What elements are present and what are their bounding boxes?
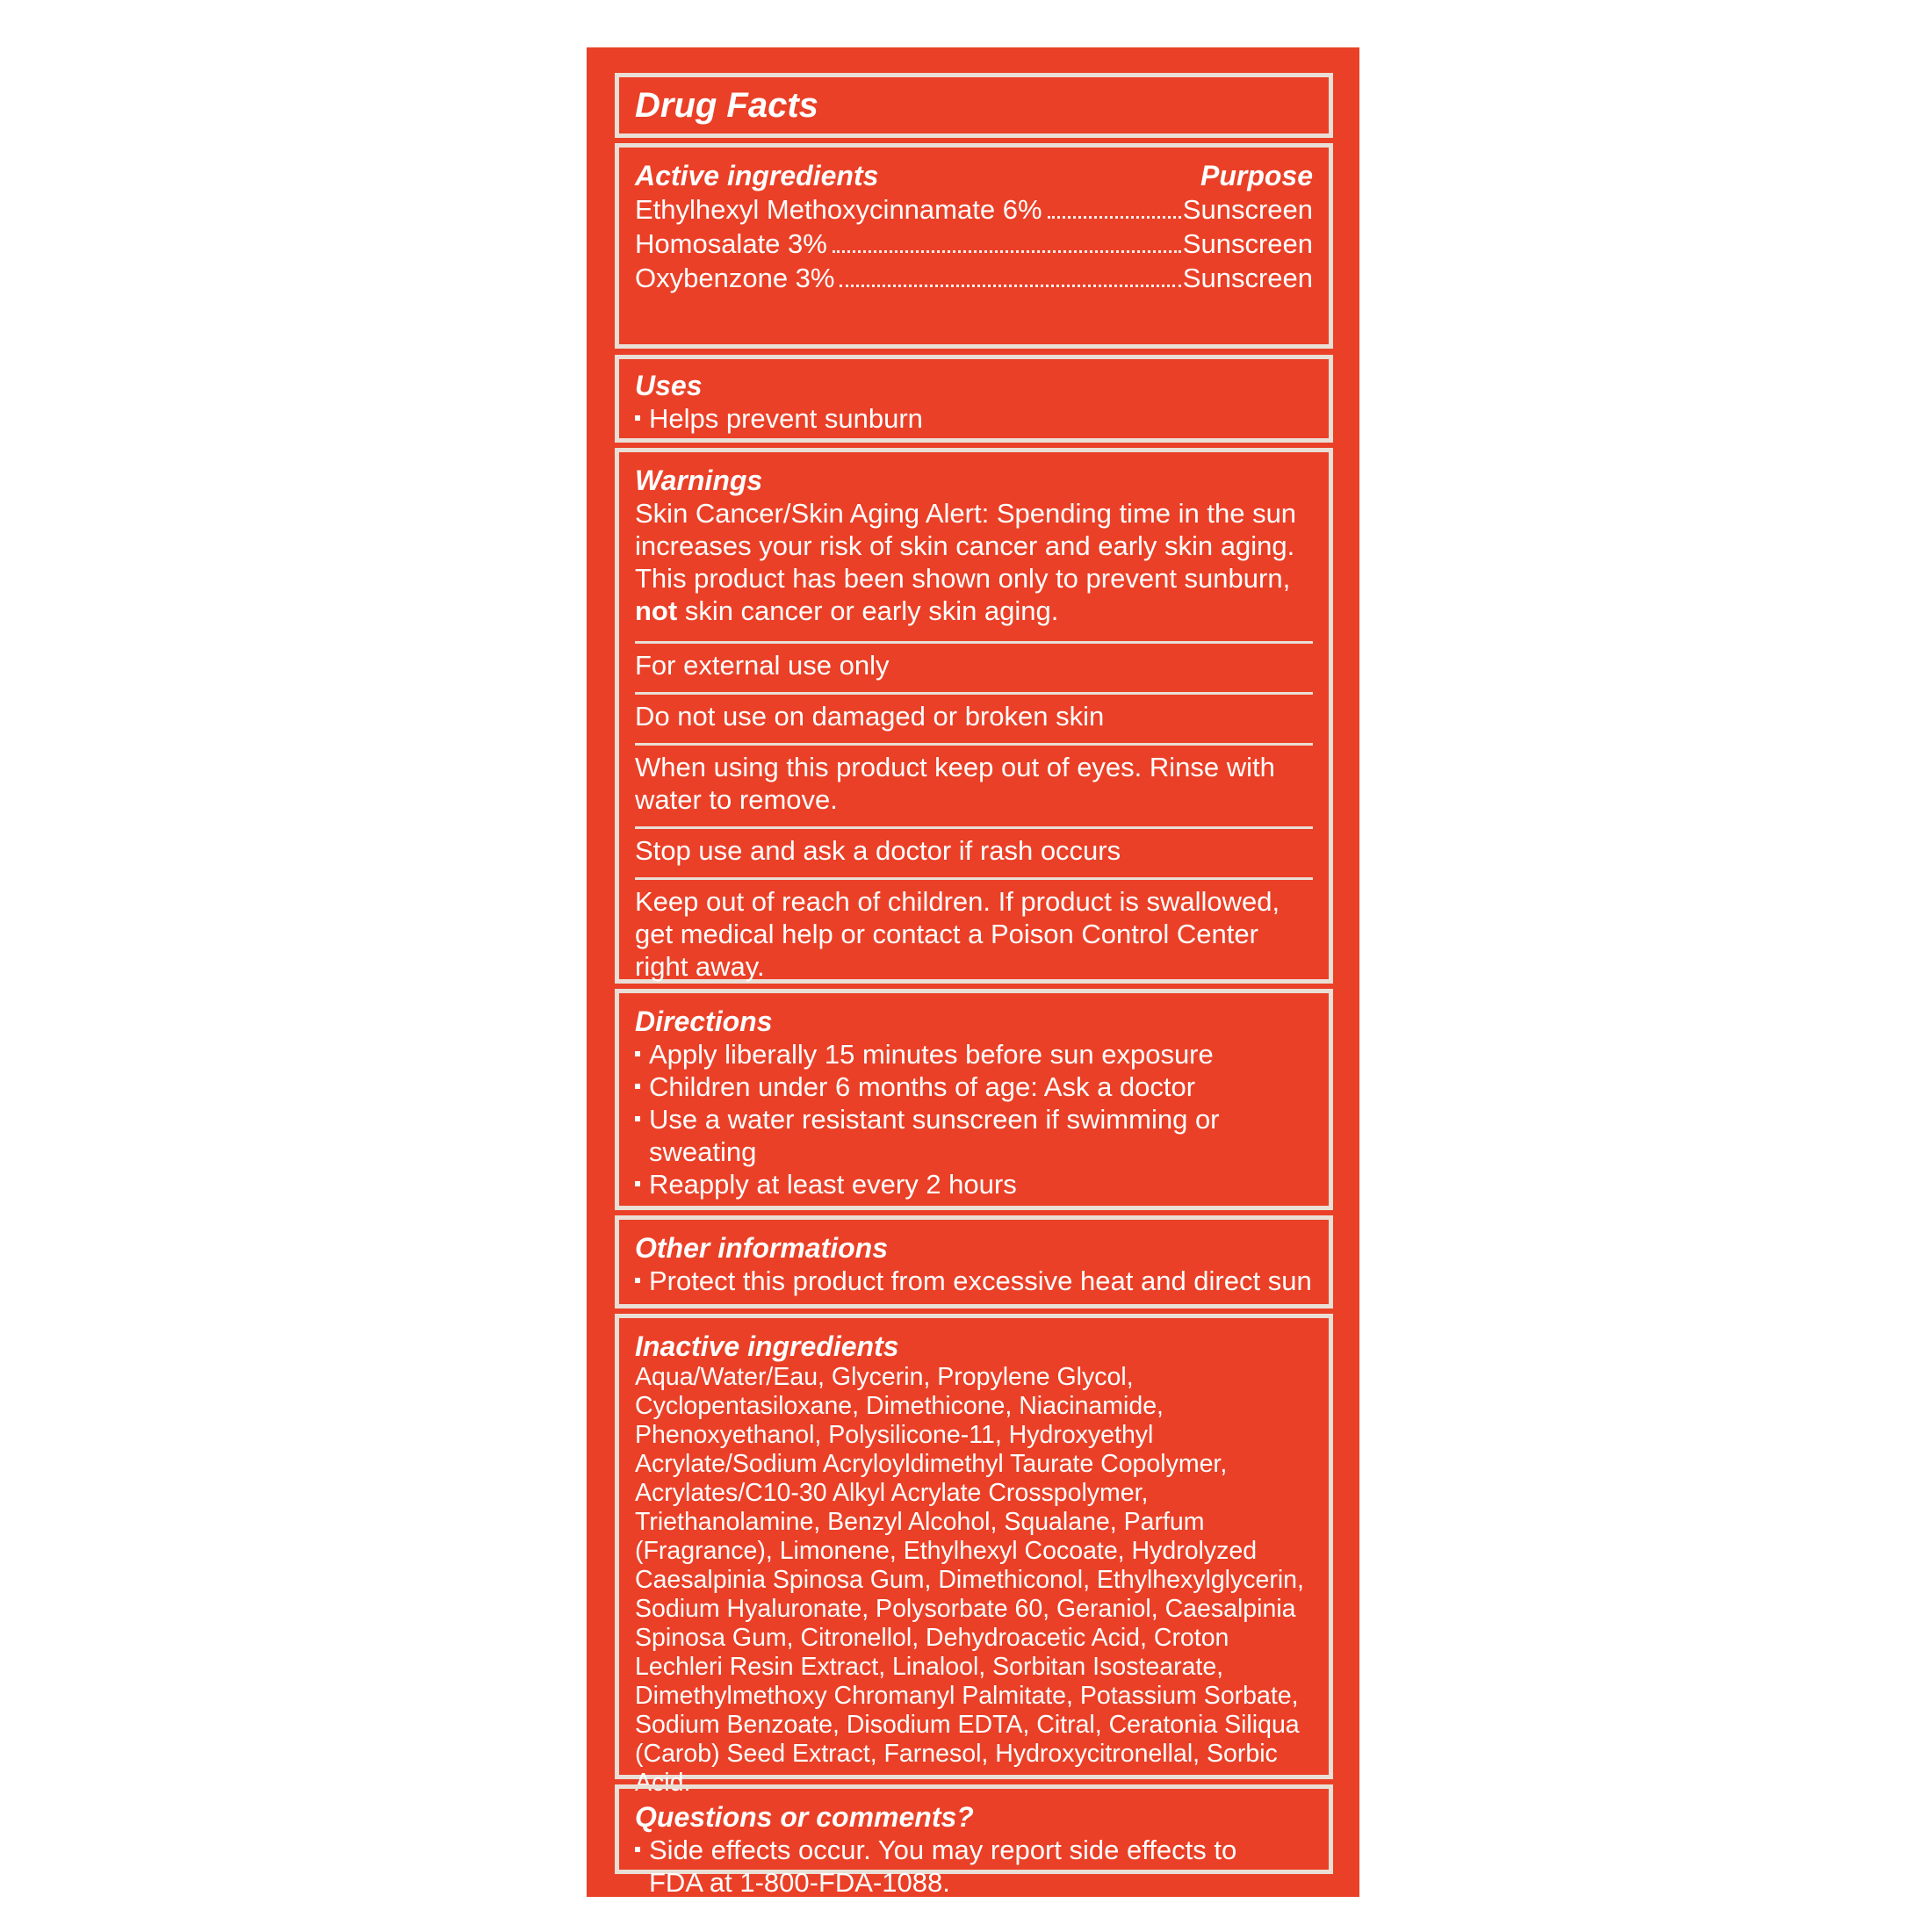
active-name: Homosalate 3% (635, 228, 827, 259)
active-row (635, 261, 1313, 295)
uses-heading: Uses (635, 370, 703, 401)
purpose-heading: Purpose (1200, 160, 1313, 191)
when-using-warning: When using this product keep out of eyes. Rinse with water to remove. (635, 743, 1313, 818)
questions-heading: Questions or comments? (635, 1801, 974, 1833)
questions-item: Side effects occur. You may report side effects to FDA at 1-800-FDA-1088. (635, 1834, 1313, 1899)
dot-leader (833, 250, 1181, 253)
active-name: Ethylhexyl Methoxycinnamate 6% (635, 194, 1042, 225)
active-name: Oxybenzone 3% (635, 263, 835, 293)
questions-section (615, 1784, 1333, 1898)
keep-out-warning: Keep out of reach of children. If product is swallowed, get medical help or contact a Poison Control Center right away. (635, 877, 1313, 984)
active-ingredients-heading: Active ingredients (635, 160, 879, 191)
inactive-ingredients-section (615, 1314, 1333, 1797)
other-information-heading: Other informations (635, 1232, 889, 1264)
directions-item: Children under 6 months of age: Ask a doctor (635, 1071, 1313, 1103)
inactive-ingredients-text: Aqua/Water/Eau, Glycerin, Propylene Glycol, Cyclopentasiloxane, Dimethicone, Niacinamide, Phenoxyethanol, Polysilicone-11, Hydroxyethyl Acrylate/Sodium Acryloyldimethyl Taurate Copolymer, Acrylates/C10-30 Alkyl Acrylate Crosspolymer, Triethanolamine, Benzyl Alcohol, Squalane, Parfum (Fragrance), Limonene, Ethylhexyl Cocoate, Hydrolyzed Caesalpinia Spinosa Gum, Dimethiconol, Ethylhexylglycerin, Sodium Hyaluronate, Polysorbate 60, Geraniol, Caesalpinia Spinosa Gum, Citronellol, Dehydroacetic Acid, Croton Lechleri Resin Extract, Linalool, Sorbitan Isostearate, Dimethylmethoxy Chromanyl Palmitate, Potassium Sorbate, Sodium Benzoate, Disodium EDTA, Citral, Ceratonia Siliqua (Carob) Seed Extract, Farnesol, Hydroxycitronellal, Sorbic Acid. (635, 1363, 1304, 1797)
directions-heading: Directions (635, 1006, 773, 1037)
warnings-section (615, 448, 1333, 984)
directions-section (615, 989, 1333, 1210)
uses-item: Helps prevent sunburn (635, 402, 1313, 435)
directions-item: Use a water resistant sunscreen if swimming or sweating (635, 1103, 1313, 1168)
drug-facts-panel (587, 47, 1359, 1897)
active-purpose: Sunscreen (1182, 194, 1313, 225)
stop-use-warning: Stop use and ask a doctor if rash occurs (635, 826, 1313, 869)
other-information-item: Protect this product from excessive heat and direct sun (635, 1265, 1313, 1297)
inactive-ingredients-heading: Inactive ingredients (635, 1330, 899, 1362)
warnings-heading: Warnings (635, 465, 763, 496)
active-row (635, 192, 1313, 227)
alert-text-end: skin cancer or early skin aging. (677, 595, 1059, 626)
skin-cancer-alert (635, 497, 1313, 632)
dot-leader (840, 285, 1180, 287)
alert-emphasis: not (635, 595, 678, 626)
active-row (635, 227, 1313, 261)
drug-facts-title: Drug Facts (635, 86, 818, 125)
active-header-row (635, 160, 1313, 192)
directions-item: Apply liberally 15 minutes before sun exposure (635, 1038, 1313, 1071)
directions-item: Reapply at least every 2 hours (635, 1168, 1313, 1200)
active-purpose: Sunscreen (1182, 263, 1313, 293)
active-purpose: Sunscreen (1182, 228, 1313, 259)
title-box (615, 73, 1333, 138)
dot-leader (1048, 216, 1181, 219)
uses-section (615, 355, 1333, 443)
alert-text: Skin Cancer/Skin Aging Alert: Spending time in the sun increases your risk of skin cancer and early skin aging. This product has been shown only to prevent sunburn, (635, 498, 1297, 594)
other-information-section (615, 1215, 1333, 1308)
external-use-warning: For external use only (635, 641, 1313, 683)
active-ingredients-section (615, 143, 1333, 349)
do-not-use-warning: Do not use on damaged or broken skin (635, 692, 1313, 734)
